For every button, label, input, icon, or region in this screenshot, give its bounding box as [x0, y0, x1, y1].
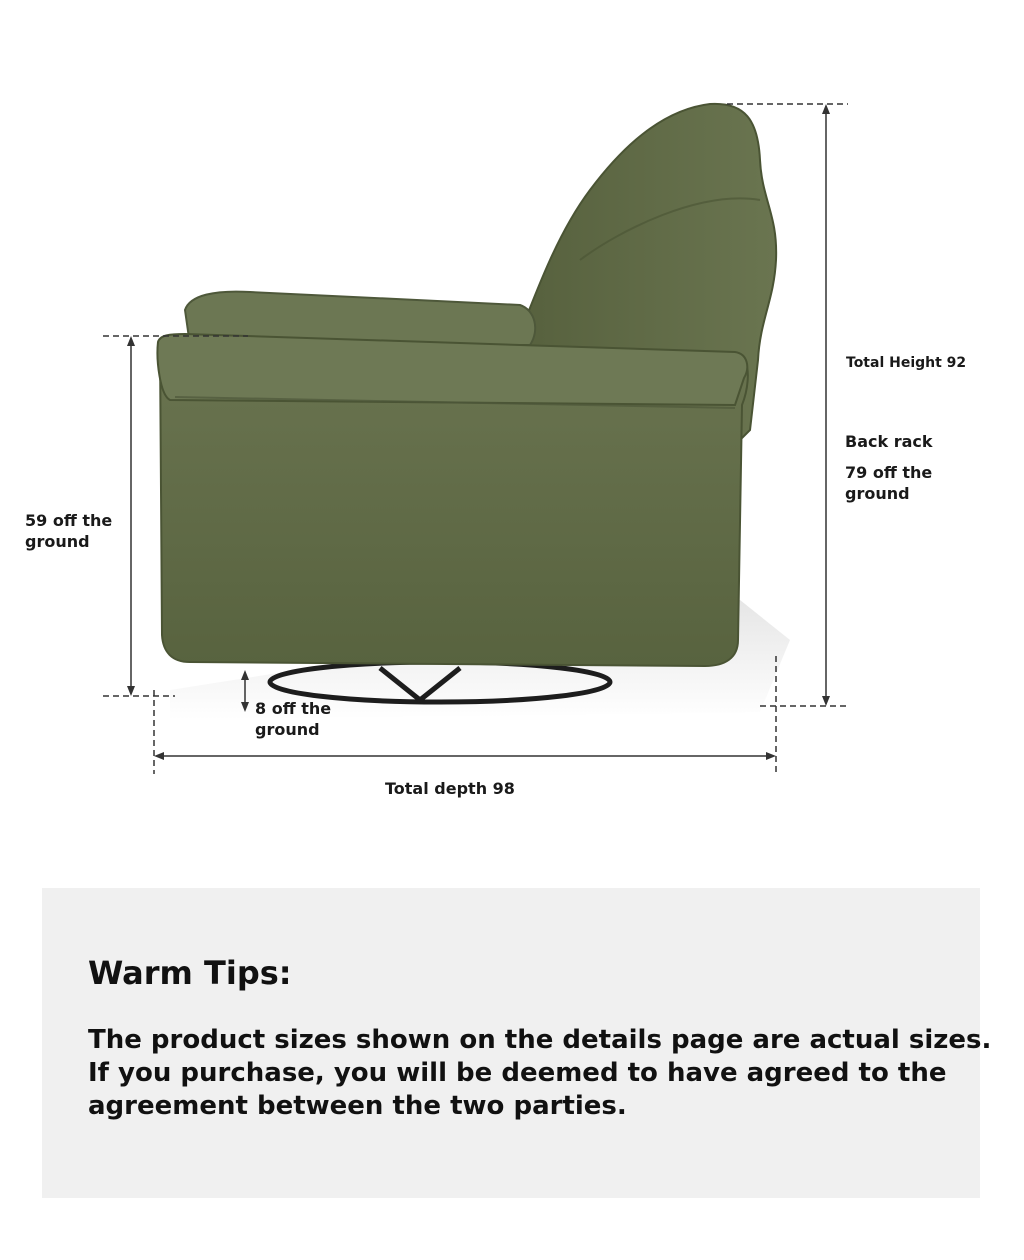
warm-tips-panel — [42, 888, 992, 1198]
base-height-value: 8 off the — [255, 699, 332, 718]
back-rack-title: Back rack — [845, 432, 933, 451]
warm-tips-line: If you purchase, you will be deemed to have agreed to the — [88, 1058, 947, 1088]
back-rack-unit: ground — [845, 484, 910, 503]
back-rack-label — [845, 431, 933, 504]
warm-tips-line: The product sizes shown on the details page are actual sizes. — [88, 1025, 992, 1055]
base-height-label — [255, 698, 331, 740]
back-rack-value: 79 off the — [845, 463, 933, 482]
warm-tips-title: Warm Tips: — [88, 954, 292, 992]
arm-height-label — [25, 510, 112, 552]
arm-height-unit: ground — [25, 532, 90, 551]
total-depth-label: Total depth 98 — [385, 779, 515, 798]
base-height-unit: ground — [255, 720, 320, 739]
total-height-label: Total Height 92 — [846, 355, 967, 371]
warm-tips-line: agreement between the two parties. — [88, 1091, 627, 1121]
warm-tips-body — [88, 1024, 992, 1123]
arm-height-value: 59 off the — [25, 511, 113, 530]
